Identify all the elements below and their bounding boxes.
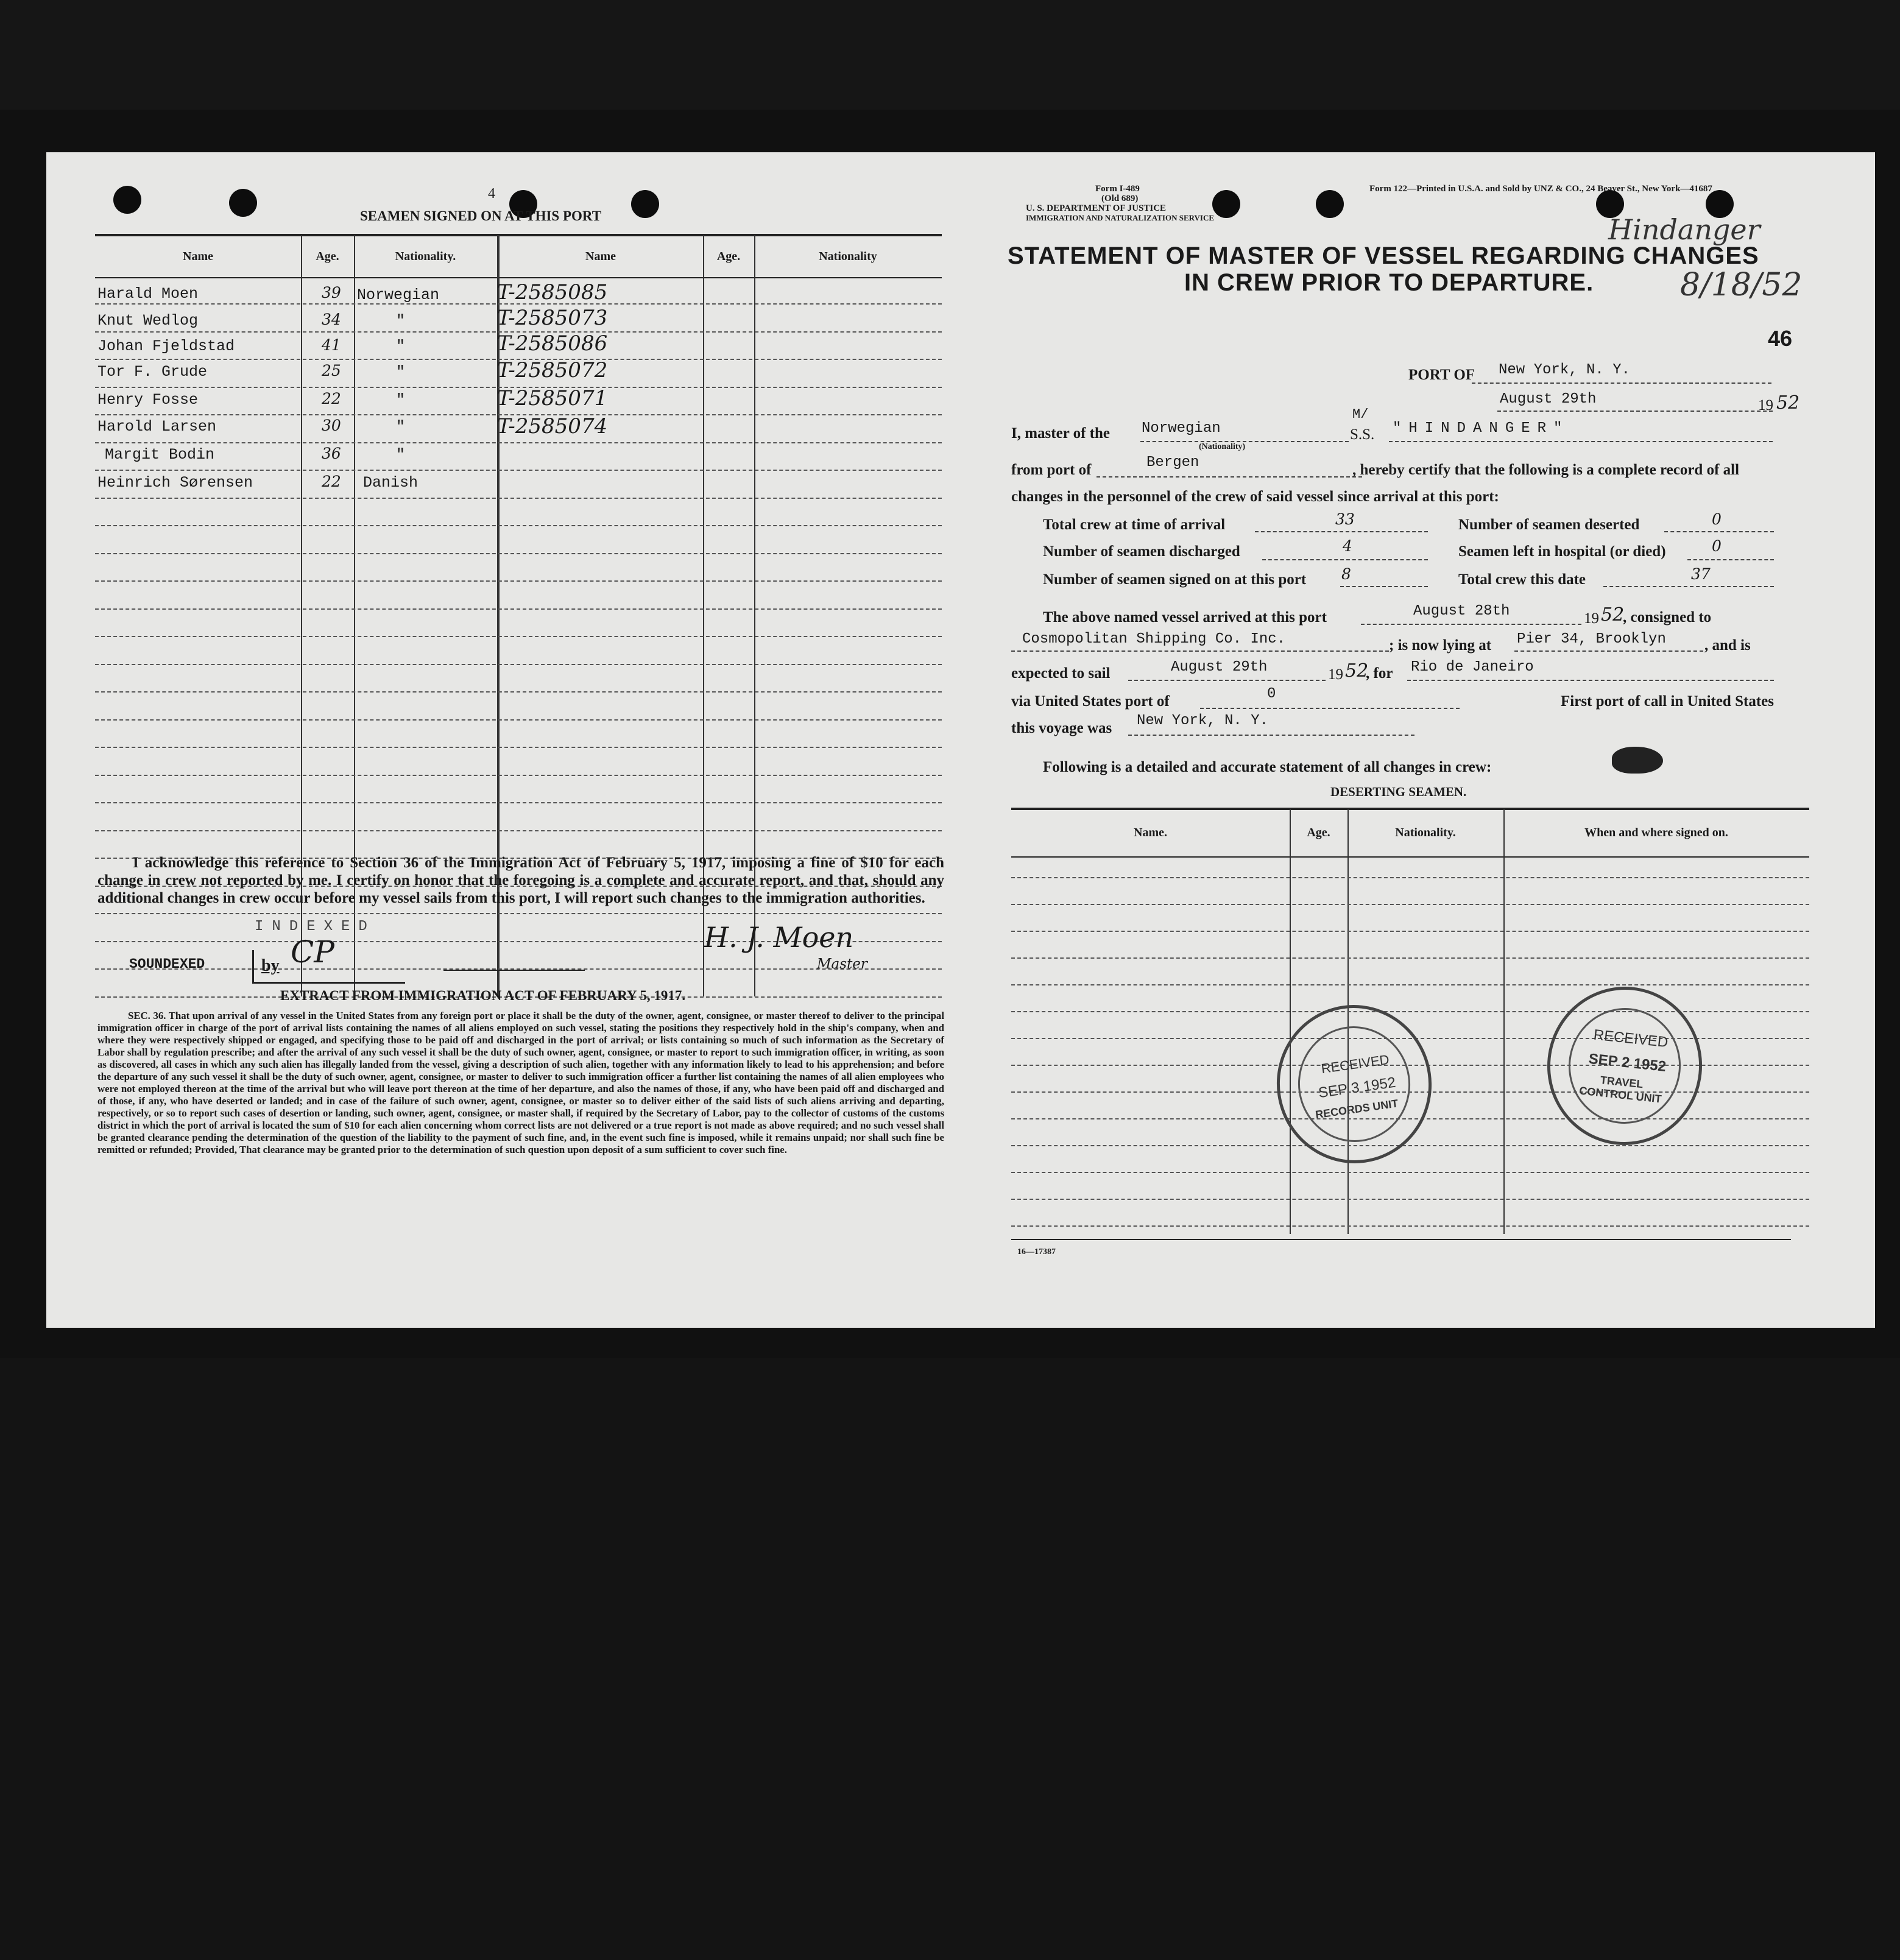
- col-header-name-2: Name: [585, 250, 616, 263]
- seaman-nationality: ": [396, 312, 406, 330]
- seaman-id-number: T-2585086: [497, 331, 608, 356]
- row-rule: [1011, 1145, 1809, 1146]
- vessel-prefix-typed: M/: [1352, 407, 1369, 422]
- by-label: by: [261, 956, 280, 975]
- via-label: via United States port of: [1011, 693, 1170, 710]
- total-crew-arrival: 33: [1335, 510, 1355, 528]
- row-rule: [1011, 931, 1809, 932]
- form-number: Form I-489: [1095, 184, 1140, 194]
- table-top-rule: [95, 234, 942, 236]
- seaman-nationality: ": [396, 446, 406, 464]
- fill-line: [1472, 382, 1771, 384]
- row-rule: [95, 691, 942, 693]
- punch-hole: [229, 189, 257, 217]
- fill-line: [1097, 476, 1362, 478]
- film-edge-top: [0, 0, 1900, 110]
- total-today-count: 37: [1691, 565, 1711, 583]
- deserting-table-bottom: [1011, 1239, 1791, 1240]
- seaman-id-number: T-2585085: [497, 280, 608, 305]
- ink-blot: [1612, 747, 1663, 774]
- stamp2-received: RECEIVED: [1592, 1026, 1669, 1051]
- signed-on-count: 8: [1341, 565, 1351, 583]
- section-title: SEAMEN SIGNED ON AT THIS PORT: [360, 208, 602, 224]
- certify-text: , hereby certify that the following is a complete record of all: [1352, 462, 1740, 478]
- seaman-nationality: ": [396, 363, 406, 381]
- signature-line: [443, 970, 585, 971]
- fill-line: [1200, 708, 1460, 709]
- seaman-name: Knut Wedlog: [97, 312, 199, 330]
- film-edge-bottom: [0, 1358, 1900, 1960]
- year-value: 52: [1776, 392, 1800, 414]
- nationality-value: Norwegian: [1142, 420, 1221, 437]
- lying-label: ; is now lying at: [1389, 637, 1492, 654]
- expected-year-prefix: 19: [1328, 666, 1343, 683]
- fill-line: [1361, 624, 1581, 625]
- punch-hole: [1316, 190, 1344, 218]
- col-divider: [1290, 809, 1291, 1234]
- from-port-value: Bergen: [1146, 454, 1199, 471]
- seaman-nationality: Norwegian: [357, 286, 440, 304]
- seaman-age: 22: [322, 473, 341, 490]
- seaman-age: 36: [322, 445, 341, 462]
- seaman-age: 25: [322, 362, 341, 379]
- department: U. S. DEPARTMENT OF JUSTICE: [1026, 203, 1167, 213]
- row-rule: [1011, 1199, 1809, 1200]
- stamp1-date: SEP 3 1952: [1317, 1074, 1397, 1102]
- certify-text-2: changes in the personnel of the crew of said vessel since arrival at this port:: [1011, 488, 1499, 505]
- master-signature: H. J. Moen: [704, 921, 854, 954]
- arrived-value: August 28th: [1413, 603, 1510, 619]
- col-header-nationality-2: Nationality: [819, 250, 877, 263]
- service: IMMIGRATION AND NATURALIZATION SERVICE: [1026, 213, 1215, 222]
- discharged-count: 4: [1343, 537, 1352, 555]
- seaman-nationality: ": [396, 391, 406, 409]
- via-value: 0: [1267, 686, 1276, 702]
- total-today-label: Total crew this date: [1458, 571, 1586, 588]
- row-rule: [95, 775, 942, 776]
- first-port-label: First port of call in United States: [1561, 693, 1774, 710]
- stamp2-unit: TRAVEL CONTROL UNIT: [1578, 1074, 1662, 1105]
- port-of-value: New York, N. Y.: [1499, 362, 1631, 378]
- row-rule: [95, 913, 942, 914]
- expected-value: August 29th: [1171, 659, 1268, 675]
- row-rule: [95, 747, 942, 748]
- row-rule: [1011, 1225, 1809, 1227]
- row-rule: [1011, 957, 1809, 959]
- table-header-rule: [95, 277, 942, 278]
- nationality-caption: (Nationality): [1199, 442, 1246, 451]
- for-value: Rio de Janeiro: [1411, 659, 1534, 675]
- seaman-name: Margit Bodin: [105, 446, 215, 464]
- acknowledgement-text: I acknowledge this reference to Section 36 of the Immigration Act of February 5, 1917, imposing a fine of $10 for each change in crew not reported by me. I certify on honor that the foregoing is a complete and accurate report, and that, should any additional changes in crew occur before my vessel sails from this port, I will report such changes to the immigration authorities.: [97, 855, 944, 906]
- row-rule: [1011, 877, 1809, 878]
- seaman-id-number: T-2585071: [497, 386, 608, 411]
- master-of-label: I, master of the: [1011, 425, 1110, 442]
- fill-line: [1514, 650, 1703, 652]
- port-of-label: PORT OF: [1408, 367, 1475, 383]
- fill-line: [1011, 650, 1389, 652]
- fill-line: [1340, 586, 1428, 587]
- seaman-name: Harald Moen: [97, 285, 199, 303]
- fill-line: [1664, 531, 1774, 532]
- fill-line: [1687, 559, 1774, 560]
- row-rule: [1011, 904, 1809, 905]
- hospital-label: Seamen left in hospital (or died): [1458, 543, 1666, 560]
- row-rule: [1011, 984, 1809, 985]
- voyage-value: New York, N. Y.: [1137, 713, 1269, 729]
- footer-code: 16—17387: [1017, 1247, 1056, 1257]
- page-number: 4: [488, 186, 495, 202]
- row-rule: [95, 553, 942, 554]
- col-header-name: Name: [183, 250, 213, 263]
- fill-line: [1497, 411, 1773, 412]
- voyage-label: this voyage was: [1011, 720, 1112, 736]
- arrived-year-prefix: 19: [1584, 610, 1599, 627]
- master-label: Master: [817, 956, 867, 972]
- discharged-label: Number of seamen discharged: [1043, 543, 1240, 560]
- row-rule: [95, 498, 942, 499]
- expected-year: 52: [1345, 660, 1369, 682]
- right-page: [962, 152, 1875, 1328]
- col-header-nationality: Nationality.: [395, 250, 456, 263]
- seaman-name: Johan Fjeldstad: [97, 337, 235, 355]
- vessel-name: "HINDANGER": [1393, 420, 1570, 437]
- punch-hole: [631, 190, 659, 218]
- handwritten-date: 8/18/52: [1680, 267, 1803, 303]
- seaman-age: 41: [322, 336, 341, 354]
- for-label: , for: [1366, 665, 1393, 682]
- form-title-line1: STATEMENT OF MASTER OF VESSEL REGARDING CHANGES: [1008, 242, 1759, 269]
- page-number-right: 46: [1768, 326, 1793, 351]
- seaman-age: 39: [322, 284, 341, 301]
- stamp2-date: SEP 2 1952: [1587, 1050, 1667, 1076]
- deserting-col-name: Name.: [1134, 826, 1167, 839]
- hospital-count: 0: [1712, 537, 1722, 555]
- year-prefix: 19: [1758, 397, 1773, 414]
- punch-hole: [113, 186, 141, 214]
- by-initials: CP: [291, 934, 334, 970]
- seaman-age: 30: [322, 417, 341, 434]
- seaman-id-number: T-2585074: [497, 414, 608, 439]
- fill-line: [1389, 441, 1773, 442]
- fill-line: [1407, 680, 1774, 681]
- row-rule: [95, 470, 942, 471]
- deserting-col-age: Age.: [1307, 826, 1330, 839]
- seaman-id-number: T-2585072: [497, 358, 608, 382]
- deserted-count: 0: [1712, 510, 1722, 528]
- soundexed-stamp: SOUNDEXED: [129, 956, 205, 972]
- deserting-col-signed-on: When and where signed on.: [1584, 826, 1728, 839]
- seaman-name: Henry Fosse: [97, 391, 199, 409]
- row-rule: [95, 525, 942, 526]
- seaman-name: Tor F. Grude: [97, 363, 208, 381]
- row-rule: [1011, 1172, 1809, 1173]
- fill-line: [1603, 586, 1774, 587]
- date-value: August 29th: [1500, 391, 1597, 407]
- seaman-nationality: ": [396, 337, 406, 355]
- fill-line: [1262, 559, 1428, 560]
- row-rule: [95, 830, 942, 831]
- consignee: Cosmopolitan Shipping Co. Inc.: [1022, 631, 1286, 647]
- consigned-label: , consigned to: [1623, 609, 1712, 626]
- records-unit-stamp: [1266, 995, 1442, 1174]
- extract-text: SEC. 36. That upon arrival of any vessel in the United States from any foreign port or place it shall be the duty of the owner, agent, consignee, or master thereof to deliver to the principal immigration officer in charge of the port of arrival lists containing the names of all aliens employed on such vessel, stating the positions they respectively hold in the ship's company, when and where they were respectively shipped or engaged, and specifying those to be paid off and discharged in the port of arrival; or lists containing so much of such information as the Secretary of Labor shall by regulation prescribe; and after the arrival of any such vessel it shall be the duty of such owner, agent, consignee, or master to report to such immigration officer, in writing, as soon as discovered, all cases in which any such alien has illegally landed from the vessel, giving a description of such alien, together with any information likely to lead to his apprehension; and before the departure of any such vessel it shall be the duty of such owner, agent, consignee, or master to deliver to such immigration officer a further list containing the names of all alien employees who were not employed thereon at the time of the arrival but who will leave port thereon at the time of her departure, and also the names of those, if any, who have been paid off and discharged and of those, if any, who have deserted or landed; and in case of the failure of such owner, agent, consignee, or master so to deliver either of the said lists of such aliens arriving and departing, respectively, or so to report such cases of desertion or landing, such owner, agent, consignee, or master shall, if required by the Secretary of Labor, pay to the collector of customs of the customs district in which the port of arrival is located the sum of $10 for each alien concerning whom correct lists are not delivered or a true report is not made as above required; and no such vessel shall be granted clearance pending the determination of the question of the liability to the payment of such fine, and, in the event such fine is imposed, while it remains unpaid; nor shall such fine be remitted or refunded; Provided, That clearance may be granted prior to the determination of such question upon deposit of a sum sufficient to cover such fine.: [97, 1010, 944, 1155]
- row-rule: [95, 719, 942, 721]
- row-rule: [1011, 1011, 1809, 1012]
- row-rule: [95, 802, 942, 803]
- from-port-label: from port of: [1011, 462, 1092, 478]
- deserted-label: Number of seamen deserted: [1458, 516, 1640, 533]
- seaman-age: 34: [322, 311, 341, 328]
- travel-control-stamp: [1539, 979, 1710, 1152]
- expected-label: expected to sail: [1011, 665, 1111, 682]
- seaman-age: 22: [322, 390, 341, 407]
- stamp1-unit: RECORDS UNIT: [1314, 1097, 1399, 1121]
- by-box: [252, 934, 405, 984]
- lying-value: Pier 34, Brooklyn: [1517, 631, 1666, 647]
- extract-title: EXTRACT FROM IMMIGRATION ACT OF FEBRUARY 5, 1917.: [280, 988, 686, 1003]
- arrived-year: 52: [1601, 604, 1625, 626]
- fill-line: [1255, 531, 1428, 532]
- seaman-nationality: ": [396, 418, 406, 435]
- handwritten-vessel: Hindanger: [1608, 213, 1761, 246]
- seaman-nationality: Danish: [363, 474, 418, 492]
- deserting-col-nationality: Nationality.: [1395, 826, 1456, 839]
- col-header-age: Age.: [316, 250, 339, 263]
- fill-line: [1128, 735, 1414, 736]
- row-rule: [95, 664, 942, 665]
- deserting-table-header-rule: [1011, 856, 1809, 858]
- row-rule: [95, 580, 942, 582]
- form-old-number: (Old 689): [1101, 194, 1139, 203]
- stamp1-received: RECEIVED: [1320, 1051, 1391, 1077]
- and-is-label: , and is: [1704, 637, 1751, 654]
- form-title-line2: IN CREW PRIOR TO DEPARTURE.: [1184, 269, 1594, 296]
- seaman-id-number: T-2585073: [497, 306, 608, 330]
- vessel-prefix: S.S.: [1350, 426, 1375, 443]
- row-rule: [95, 442, 942, 443]
- signed-on-label: Number of seamen signed on at this port: [1043, 571, 1307, 588]
- row-rule: [95, 608, 942, 610]
- indexed-stamp: INDEXED: [255, 918, 376, 935]
- col-header-age-2: Age.: [716, 250, 741, 263]
- row-rule: [95, 636, 942, 637]
- seaman-name: Heinrich Sørensen: [97, 474, 253, 492]
- left-page: [46, 152, 962, 1328]
- seaman-name: Harold Larsen: [97, 418, 217, 435]
- arrived-label: The above named vessel arrived at this port: [1043, 609, 1327, 626]
- deserting-table-top: [1011, 808, 1809, 810]
- punch-hole: [1212, 190, 1240, 218]
- deserting-title: DESERTING SEAMEN.: [1330, 784, 1467, 799]
- printer-note: Form 122—Printed in U.S.A. and Sold by UNZ & CO., 24 Beaver St., New York—41687: [1369, 184, 1712, 194]
- following-label: Following is a detailed and accurate statement of all changes in crew:: [1043, 759, 1492, 775]
- col-divider: [1503, 809, 1505, 1234]
- total-crew-arrival-label: Total crew at time of arrival: [1043, 516, 1226, 533]
- fill-line: [1128, 680, 1326, 681]
